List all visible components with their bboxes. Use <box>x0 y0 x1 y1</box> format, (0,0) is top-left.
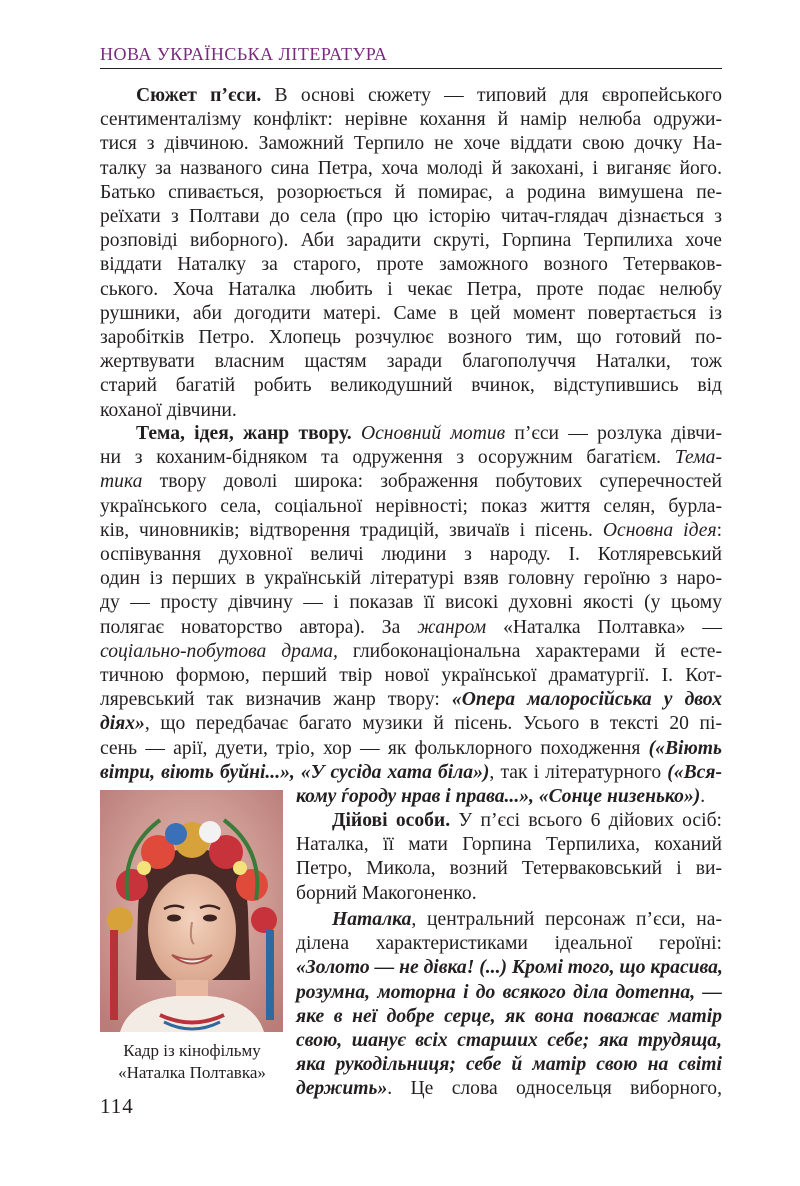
natalka-line: держить». Це слова односельця виборного, <box>296 1078 722 1100</box>
theme-line: ків, чиновників; відтворення традицій, звичаїв і пісень. Основна ідея: <box>100 519 723 541</box>
plot-line: віддати Наталку за старого, проте заможного возного Тетерваков- <box>100 254 722 276</box>
natalka-line: ділена характеристиками ідеальної героїні: <box>296 933 722 955</box>
plot-line: заробітків Петро. Хлопець розчулює возного тим, що готовий по- <box>100 327 722 349</box>
theme-line: кому ѓороду нрав і права...», «Сонце низенько»). <box>296 786 706 807</box>
natalka-line: свою, шанує всіх старших себе; яка трудяща, <box>296 1030 722 1052</box>
characters-heading: Дійові особи. <box>332 810 451 831</box>
characters-line: Дійові особи. У п’єсі всього 6 дійових осіб: <box>332 810 722 831</box>
caption-line: Кадр із кінофільму <box>123 1041 261 1060</box>
theme-line: діях», що передбачає багато музики й пісень. Усього в тексті 20 пі- <box>100 713 722 735</box>
theme-line: ни з коханим-бідняком та одруження з осоружним багатієм. Тема- <box>100 447 722 469</box>
characters-line: борний Макогоненко. <box>296 882 477 904</box>
running-header-title: НОВА УКРАЇНСЬКА ЛІТЕРАТУРА <box>100 44 388 64</box>
theme-line: тика твору доволі широка: зображення побутових суперечностей <box>100 471 722 493</box>
theme-line: ляревський так визначив жанр твору: «Опера малоросійська у двох <box>100 689 722 711</box>
theme-line: Тема, ідея, жанр твору. Основний мотив п’єси — розлука дівчи- <box>136 423 722 444</box>
page-number: 114 <box>100 1094 134 1118</box>
theme-paragraph <box>100 422 722 785</box>
plot-line: старий багатій робить великодушний вчинок, відступившись від <box>100 375 722 397</box>
theme-line: сень — арії, дуети, тріо, хор — як фольклорного походження («Віють <box>100 737 722 759</box>
theme-line: один із перших в українській літературі взяв головну героїню з наро- <box>100 568 722 590</box>
theme-continuation <box>296 785 722 809</box>
caption-line: «Наталка Полтавка» <box>118 1063 266 1082</box>
plot-line: рушники, аби догодити матері. Саме в цей момент повертається із <box>100 302 722 324</box>
characters-line: Петро, Микола, возний Тетерваковський і ви- <box>296 858 722 880</box>
characters-paragraph <box>296 809 722 906</box>
natalka-line: яка рукодільниця; себе й матір свою на світі <box>296 1054 722 1076</box>
theme-line: вітри, віють буйні...», «У сусіда хата біла»), так і літературного («Вся- <box>100 761 722 783</box>
running-header <box>100 44 722 69</box>
natalka-line: яке в неї добре серце, як вона поважає матір <box>296 1005 722 1027</box>
theme-line: оспівування духовної величі людини з народу. І. Котляревський <box>100 544 722 566</box>
plot-paragraph <box>100 84 722 423</box>
plot-line: реїхати з Полтави до села (про цю історію читач-глядач дізнається з <box>100 206 722 228</box>
natalka-heading: Наталка <box>332 909 412 930</box>
plot-line: тися з дівчиною. Заможний Терпило не хоче віддати свою дочку На- <box>100 133 722 155</box>
natalka-line: розумна, моторна і до всякого діла дотепна, — <box>296 981 722 1003</box>
theme-heading: Тема, ідея, жанр твору. <box>136 423 352 444</box>
plot-line: коханої дівчини. <box>100 399 237 421</box>
theme-line: тичною формою, перший твір нової української драматургії. І. Кот- <box>100 665 722 687</box>
film-still-photo <box>100 790 283 1032</box>
photo-caption <box>96 1040 288 1084</box>
theme-line: полягає новаторство автора). За жанром «Наталка Полтавка» — <box>100 616 722 638</box>
plot-line: ського. Хоча Наталка любить і чекає Петра, проте подає нелюбу <box>100 278 722 300</box>
natalka-line: «Золото — не дівка! (...) Кромі того, що красива, <box>296 957 723 979</box>
natalka-paragraph <box>296 908 722 1102</box>
plot-line: розповіді виборного). Аби зарадити скруті, Горпина Терпилиха хоче <box>100 230 722 252</box>
plot-line: Батько спивається, розорюється й помирає, а родина вимушена пе- <box>100 181 722 203</box>
characters-line: Наталка, її мати Горпина Терпилиха, коханий <box>296 834 722 856</box>
plot-line: сентименталізму конфлікт: нерівне кохання й намір нелюба одружи- <box>100 109 722 131</box>
plot-line: Сюжет п’єси. В основі сюжету — типовий для європейського <box>136 85 722 106</box>
theme-line: ду — просту дівчину — і показав її високі духовні якості (у цьому <box>100 592 722 614</box>
plot-line: жертвувати власним щастям заради благополуччя Наталки, тож <box>100 351 722 373</box>
theme-line: соціально-побутова драма, глибоконаціональна характерами й есте- <box>100 640 722 662</box>
plot-heading: Сюжет п’єси. <box>136 85 262 106</box>
theme-line: українського села, соціальної нерівності; показ життя селян, бурла- <box>100 495 722 517</box>
film-still-illustration <box>100 790 283 1032</box>
plot-line: талку за названого сина Петра, хоча молоді й закохані, і виганяє його. <box>100 157 722 179</box>
natalka-line: Наталка, центральний персонаж п’єси, на- <box>332 909 722 930</box>
